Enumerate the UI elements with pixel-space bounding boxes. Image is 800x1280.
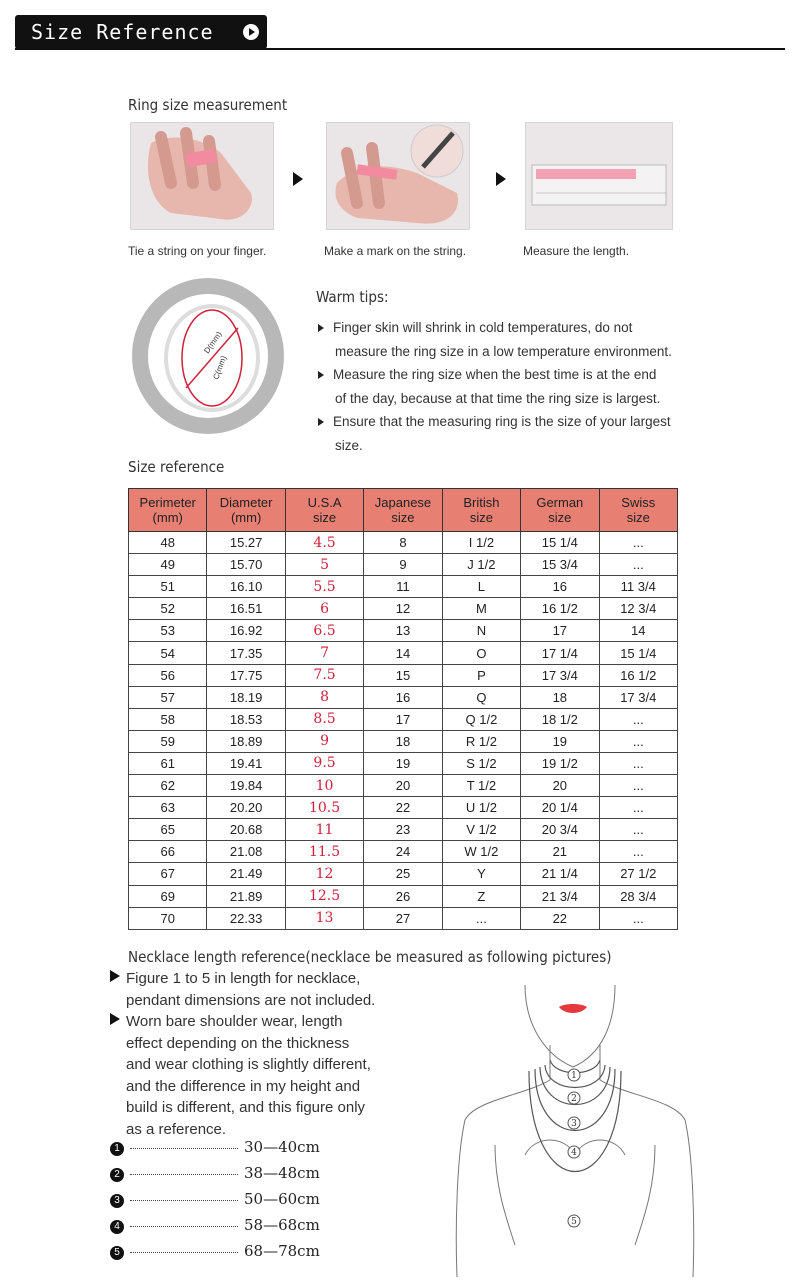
table-cell: 15.27 bbox=[207, 532, 285, 554]
length-item bbox=[110, 1190, 320, 1216]
table-cell: 10.5 bbox=[285, 797, 363, 819]
table-cell: 51 bbox=[129, 576, 207, 598]
table-cell: 63 bbox=[129, 797, 207, 819]
table-cell: Z bbox=[442, 885, 520, 907]
table-cell: 18.89 bbox=[207, 730, 285, 752]
figure-label: 1 bbox=[571, 1071, 577, 1081]
table-cell: 21.89 bbox=[207, 885, 285, 907]
table-cell: ... bbox=[599, 752, 677, 774]
table-cell: 21.08 bbox=[207, 841, 285, 863]
table-cell: V 1/2 bbox=[442, 819, 520, 841]
table-cell: Q 1/2 bbox=[442, 708, 520, 730]
table-cell: 19.41 bbox=[207, 752, 285, 774]
table-cell: 16.51 bbox=[207, 598, 285, 620]
table-cell: 13 bbox=[364, 620, 442, 642]
number-badge-icon: 3 bbox=[110, 1194, 124, 1208]
table-cell: 70 bbox=[129, 907, 207, 929]
table-cell: 14 bbox=[599, 620, 677, 642]
table-cell: 21 3/4 bbox=[521, 885, 599, 907]
necklace-title: Necklace length reference(necklace be measured as following pictures) bbox=[128, 948, 612, 966]
table-cell: O bbox=[442, 642, 520, 664]
table-cell: ... bbox=[599, 841, 677, 863]
table-cell: M bbox=[442, 598, 520, 620]
table-cell: 15 3/4 bbox=[521, 554, 599, 576]
table-cell: 57 bbox=[129, 686, 207, 708]
bullet-icon bbox=[110, 1013, 120, 1025]
table-cell: 22 bbox=[521, 907, 599, 929]
table-cell: 17.75 bbox=[207, 664, 285, 686]
table-row bbox=[129, 708, 678, 730]
table-cell: 19.84 bbox=[207, 775, 285, 797]
length-range: 38—48cm bbox=[244, 1164, 320, 1182]
table-cell: 11 3/4 bbox=[599, 576, 677, 598]
number-badge-icon: 4 bbox=[110, 1220, 124, 1234]
circumference-label: C(mm) bbox=[211, 354, 229, 381]
table-cell: 20.20 bbox=[207, 797, 285, 819]
table-row bbox=[129, 554, 678, 576]
figure-label: 3 bbox=[571, 1119, 577, 1129]
number-badge-icon: 5 bbox=[110, 1246, 124, 1260]
table-row bbox=[129, 598, 678, 620]
table-row bbox=[129, 819, 678, 841]
bullet-icon bbox=[318, 418, 324, 426]
necklace-figure bbox=[455, 985, 695, 1277]
figure-label: 4 bbox=[571, 1148, 577, 1158]
table-cell: 4.5 bbox=[285, 532, 363, 554]
table-row bbox=[129, 730, 678, 752]
section-header bbox=[15, 15, 267, 49]
table-cell: 67 bbox=[129, 863, 207, 885]
figure-label: 2 bbox=[571, 1094, 577, 1104]
table-cell: 12 3/4 bbox=[599, 598, 677, 620]
header-title: Size Reference bbox=[31, 20, 214, 44]
table-cell: 21.49 bbox=[207, 863, 285, 885]
bullet-icon bbox=[318, 371, 324, 379]
table-cell: 49 bbox=[129, 554, 207, 576]
bullet-icon bbox=[318, 324, 324, 332]
table-cell: 8 bbox=[364, 532, 442, 554]
table-cell: 6.5 bbox=[285, 620, 363, 642]
table-row bbox=[129, 885, 678, 907]
table-cell: 27 bbox=[364, 907, 442, 929]
ring-diagram bbox=[128, 276, 290, 436]
table-cell: 26 bbox=[364, 885, 442, 907]
table-cell: 5 bbox=[285, 554, 363, 576]
table-cell: 16 1/2 bbox=[599, 664, 677, 686]
table-cell: 15 bbox=[364, 664, 442, 686]
table-cell: ... bbox=[599, 819, 677, 841]
number-badge-icon: 1 bbox=[110, 1142, 124, 1156]
table-cell: ... bbox=[599, 907, 677, 929]
table-cell: ... bbox=[599, 708, 677, 730]
table-cell: 6 bbox=[285, 598, 363, 620]
size-table bbox=[128, 488, 678, 930]
measure-length-photo bbox=[525, 122, 673, 230]
table-row bbox=[129, 576, 678, 598]
table-cell: J 1/2 bbox=[442, 554, 520, 576]
table-cell: 5.5 bbox=[285, 576, 363, 598]
table-cell: 15.70 bbox=[207, 554, 285, 576]
table-cell: 56 bbox=[129, 664, 207, 686]
length-range: 30—40cm bbox=[244, 1138, 320, 1156]
table-cell: 11 bbox=[364, 576, 442, 598]
table-row bbox=[129, 907, 678, 929]
length-range: 50—60cm bbox=[244, 1190, 320, 1208]
table-cell: 23 bbox=[364, 819, 442, 841]
table-cell: 16 bbox=[521, 576, 599, 598]
table-cell: 22 bbox=[364, 797, 442, 819]
size-table-header: Diameter (mm) bbox=[207, 489, 285, 532]
table-cell: 24 bbox=[364, 841, 442, 863]
table-cell: 53 bbox=[129, 620, 207, 642]
play-circle-icon[interactable] bbox=[243, 24, 259, 40]
table-cell: 15 1/4 bbox=[599, 642, 677, 664]
table-cell: T 1/2 bbox=[442, 775, 520, 797]
diameter-label: D(mm) bbox=[202, 329, 224, 356]
table-cell: 18 1/2 bbox=[521, 708, 599, 730]
table-cell: 13 bbox=[285, 907, 363, 929]
table-cell: 18.53 bbox=[207, 708, 285, 730]
table-row bbox=[129, 841, 678, 863]
header-divider bbox=[15, 48, 785, 50]
length-range: 58—68cm bbox=[244, 1216, 320, 1234]
table-cell: 16.92 bbox=[207, 620, 285, 642]
table-cell: 8 bbox=[285, 686, 363, 708]
table-cell: ... bbox=[599, 730, 677, 752]
table-cell: Q bbox=[442, 686, 520, 708]
length-list bbox=[110, 1138, 320, 1268]
number-badge-icon: 2 bbox=[110, 1168, 124, 1182]
table-cell: 22.33 bbox=[207, 907, 285, 929]
table-cell: 59 bbox=[129, 730, 207, 752]
table-row bbox=[129, 532, 678, 554]
table-cell: 19 1/2 bbox=[521, 752, 599, 774]
table-cell: 21 bbox=[521, 841, 599, 863]
necklace-notes: Figure 1 to 5 in length for necklace, pendant dimensions are not included. Worn bare shoulder wear, length effect depending on the thickness and wear clothing is slightly different, and the difference in my height and build is different, and this figure only as a reference. bbox=[110, 968, 450, 1140]
table-cell: 11 bbox=[285, 819, 363, 841]
table-cell: I 1/2 bbox=[442, 532, 520, 554]
table-cell: 20 bbox=[521, 775, 599, 797]
table-cell: 19 bbox=[364, 752, 442, 774]
table-cell: 10 bbox=[285, 775, 363, 797]
table-cell: 9 bbox=[364, 554, 442, 576]
table-cell: 20.68 bbox=[207, 819, 285, 841]
table-cell: P bbox=[442, 664, 520, 686]
bullet-icon bbox=[110, 970, 120, 982]
table-cell: U 1/2 bbox=[442, 797, 520, 819]
size-table-header: German size bbox=[521, 489, 599, 532]
table-cell: 16 bbox=[364, 686, 442, 708]
table-row bbox=[129, 863, 678, 885]
table-row bbox=[129, 620, 678, 642]
table-cell: 7.5 bbox=[285, 664, 363, 686]
table-cell: 28 3/4 bbox=[599, 885, 677, 907]
step-caption: Measure the length. bbox=[523, 244, 630, 258]
table-row bbox=[129, 642, 678, 664]
table-cell: 17 bbox=[521, 620, 599, 642]
table-cell: 16 1/2 bbox=[521, 598, 599, 620]
table-cell: 25 bbox=[364, 863, 442, 885]
table-row bbox=[129, 797, 678, 819]
warm-tips-title: Warm tips: bbox=[316, 288, 389, 306]
table-cell: 61 bbox=[129, 752, 207, 774]
table-cell: W 1/2 bbox=[442, 841, 520, 863]
table-cell: 18 bbox=[521, 686, 599, 708]
table-cell: 48 bbox=[129, 532, 207, 554]
table-cell: ... bbox=[599, 797, 677, 819]
length-item bbox=[110, 1138, 320, 1164]
step-arrow-icon bbox=[293, 172, 303, 186]
size-table-header: British size bbox=[442, 489, 520, 532]
table-cell: 20 1/4 bbox=[521, 797, 599, 819]
length-item bbox=[110, 1164, 320, 1190]
table-cell: 69 bbox=[129, 885, 207, 907]
table-cell: 62 bbox=[129, 775, 207, 797]
warm-tips-list: Finger skin will shrink in cold temperatures, do not measure the ring size in a low temperature environment. Measure the ring size when the best time is at the end of the day, because at that time the ring size is largest. Ensure that the measuring ring is the size of your largest size. bbox=[318, 316, 738, 457]
tie-string-photo bbox=[130, 122, 274, 230]
table-row bbox=[129, 686, 678, 708]
size-reference-title: Size reference bbox=[128, 458, 225, 476]
table-cell: Y bbox=[442, 863, 520, 885]
table-cell: 17.35 bbox=[207, 642, 285, 664]
table-cell: 66 bbox=[129, 841, 207, 863]
table-cell: 21 1/4 bbox=[521, 863, 599, 885]
table-cell: 17 bbox=[364, 708, 442, 730]
table-cell: 65 bbox=[129, 819, 207, 841]
size-table-header: Swiss size bbox=[599, 489, 677, 532]
size-table-header: Perimeter (mm) bbox=[129, 489, 207, 532]
length-item bbox=[110, 1242, 320, 1268]
step-arrow-icon bbox=[496, 172, 506, 186]
table-cell: S 1/2 bbox=[442, 752, 520, 774]
tip-item: Finger skin will shrink in cold temperatures, do not bbox=[318, 316, 738, 340]
table-cell: 15 1/4 bbox=[521, 532, 599, 554]
table-cell: 54 bbox=[129, 642, 207, 664]
table-cell: 9 bbox=[285, 730, 363, 752]
table-cell: 14 bbox=[364, 642, 442, 664]
table-cell: ... bbox=[442, 907, 520, 929]
table-cell: 20 bbox=[364, 775, 442, 797]
figure-label: 5 bbox=[571, 1217, 577, 1227]
table-cell: 17 1/4 bbox=[521, 642, 599, 664]
table-cell: 12 bbox=[285, 863, 363, 885]
ring-measurement-title: Ring size measurement bbox=[128, 96, 288, 114]
step-caption: Tie a string on your finger. bbox=[128, 244, 267, 258]
table-cell: 18 bbox=[364, 730, 442, 752]
table-cell: L bbox=[442, 576, 520, 598]
length-range: 68—78cm bbox=[244, 1242, 320, 1260]
table-cell: 12.5 bbox=[285, 885, 363, 907]
table-cell: 27 1/2 bbox=[599, 863, 677, 885]
table-cell: ... bbox=[599, 532, 677, 554]
table-row bbox=[129, 664, 678, 686]
table-cell: 19 bbox=[521, 730, 599, 752]
table-cell: 52 bbox=[129, 598, 207, 620]
table-cell: 12 bbox=[364, 598, 442, 620]
step-caption: Make a mark on the string. bbox=[324, 244, 467, 258]
table-cell: 17 3/4 bbox=[521, 664, 599, 686]
table-cell: 8.5 bbox=[285, 708, 363, 730]
table-cell: N bbox=[442, 620, 520, 642]
table-cell: 16.10 bbox=[207, 576, 285, 598]
table-row bbox=[129, 752, 678, 774]
table-cell: R 1/2 bbox=[442, 730, 520, 752]
table-cell: 18.19 bbox=[207, 686, 285, 708]
mark-string-photo bbox=[326, 122, 470, 230]
table-cell: 7 bbox=[285, 642, 363, 664]
table-cell: ... bbox=[599, 775, 677, 797]
tip-item: Ensure that the measuring ring is the size of your largest bbox=[318, 410, 738, 434]
table-cell: 58 bbox=[129, 708, 207, 730]
table-row bbox=[129, 775, 678, 797]
length-item bbox=[110, 1216, 320, 1242]
table-cell: 17 3/4 bbox=[599, 686, 677, 708]
table-cell: 9.5 bbox=[285, 752, 363, 774]
table-cell: 20 3/4 bbox=[521, 819, 599, 841]
tip-item: Measure the ring size when the best time is at the end bbox=[318, 363, 738, 387]
table-cell: 11.5 bbox=[285, 841, 363, 863]
table-cell: ... bbox=[599, 554, 677, 576]
size-table-header: Japanese size bbox=[364, 489, 442, 532]
size-table-header: U.S.A size bbox=[285, 489, 363, 532]
